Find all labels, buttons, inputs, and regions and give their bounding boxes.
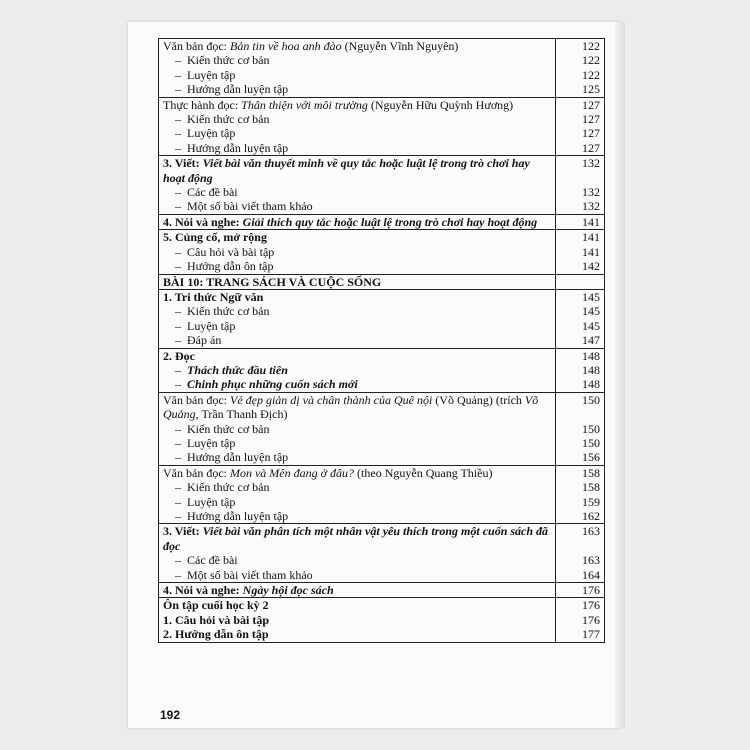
toc-page-number: 163 xyxy=(556,524,605,553)
toc-item xyxy=(159,259,605,274)
toc-section xyxy=(159,214,605,229)
toc-item-page-number: 132 xyxy=(556,185,605,199)
toc-page-number: 158 xyxy=(556,465,605,480)
toc-item-label: Thách thức đầu tiên xyxy=(187,362,288,377)
toc-item-title xyxy=(159,568,556,583)
toc-item-page-number: 148 xyxy=(556,377,605,392)
toc-page-number: 141 xyxy=(556,230,605,245)
toc-item-title xyxy=(159,436,556,450)
toc-item-title xyxy=(159,319,556,333)
toc-item-label: Câu hỏi và bài tập xyxy=(187,244,275,259)
toc-item xyxy=(159,436,605,450)
toc-section-title xyxy=(159,39,556,54)
dash-marker: – xyxy=(175,140,181,155)
toc-item-page-number: 127 xyxy=(556,141,605,156)
toc-title-part: 5. Củng cố, mở rộng xyxy=(163,230,267,245)
toc-title-part: Ôn tập cuối học kỳ 2 xyxy=(163,598,269,613)
dash-marker: – xyxy=(175,509,181,523)
toc-item-title xyxy=(159,613,556,627)
toc-item-page-number: 156 xyxy=(556,450,605,465)
toc-item-title xyxy=(159,259,556,274)
toc-section-title xyxy=(159,465,556,480)
toc-item-label: Đáp án xyxy=(187,333,222,348)
toc-page-number xyxy=(556,274,605,289)
toc-item-page-number: 158 xyxy=(556,480,605,494)
toc-item-title xyxy=(159,53,556,67)
toc-item-page-number: 125 xyxy=(556,82,605,97)
toc-title-part: Bản tin về hoa anh đào xyxy=(229,39,342,53)
toc-section xyxy=(159,583,605,598)
dash-marker: – xyxy=(175,112,181,127)
toc-title-part: Mon và Mên đang ở đâu? xyxy=(229,465,355,480)
toc-section-title xyxy=(159,598,556,613)
toc-item-page-number: 132 xyxy=(556,199,605,214)
toc-section xyxy=(159,392,605,421)
toc-item-title xyxy=(159,422,556,436)
toc-item xyxy=(159,304,605,318)
toc-item xyxy=(159,627,605,642)
toc-item xyxy=(159,141,605,156)
table-of-contents xyxy=(158,38,605,643)
toc-section-title xyxy=(159,348,556,363)
toc-title-part: Vẻ đẹp giản dị và chân thành của Quê nội xyxy=(229,392,433,407)
toc-item xyxy=(159,568,605,583)
toc-section xyxy=(159,598,605,613)
toc-item-page-number: 141 xyxy=(556,245,605,259)
toc-item-page-number: 164 xyxy=(556,568,605,583)
dash-marker: – xyxy=(175,333,181,348)
dash-marker: – xyxy=(175,53,181,68)
toc-item-page-number: 142 xyxy=(556,259,605,274)
toc-page-number: 176 xyxy=(556,583,605,598)
toc-section xyxy=(159,230,605,245)
toc-item-page-number: 122 xyxy=(556,53,605,67)
toc-item-title xyxy=(159,199,556,214)
toc-section-title xyxy=(159,156,556,185)
toc-title-part: 1. Tri thức Ngữ văn xyxy=(163,289,264,304)
toc-item-page-number: 150 xyxy=(556,436,605,450)
toc-title-part: Thực hành đọc: xyxy=(163,97,242,112)
toc-item-title xyxy=(159,112,556,126)
toc-item xyxy=(159,422,605,436)
dash-marker: – xyxy=(175,362,181,377)
toc-item-title xyxy=(159,245,556,259)
toc-item-page-number: 127 xyxy=(556,126,605,140)
dash-marker: – xyxy=(175,435,181,450)
toc-item xyxy=(159,112,605,126)
toc-page-number: 122 xyxy=(556,39,605,54)
dash-marker: – xyxy=(175,304,181,319)
toc-item-page-number: 176 xyxy=(556,613,605,627)
toc-title-part: Văn bản đọc: xyxy=(163,465,230,480)
toc-item-title xyxy=(159,553,556,567)
toc-title-part: 4. Nói và nghe: xyxy=(163,583,243,598)
toc-title-part: Văn bản đọc: xyxy=(163,392,230,407)
toc-item-label: Một số bài viết tham khảo xyxy=(187,199,313,214)
dash-marker: – xyxy=(175,567,181,582)
toc-title-part: 4. Nói và nghe: xyxy=(163,214,243,229)
toc-item-label: Kiến thức cơ bản xyxy=(187,421,270,436)
toc-item-title xyxy=(159,82,556,97)
toc-item xyxy=(159,450,605,465)
toc-page-number: 145 xyxy=(556,289,605,304)
toc-item-title xyxy=(159,68,556,82)
toc-title-part: (Nguyễn Vĩnh Nguyên) xyxy=(341,39,459,53)
toc-section xyxy=(159,524,605,553)
toc-item-label: Chinh phục những cuốn sách mới xyxy=(187,377,358,392)
dash-marker: – xyxy=(175,494,181,509)
toc-item-label: Các đề bài xyxy=(187,185,238,200)
toc-item-page-number: 162 xyxy=(556,509,605,524)
toc-section-title xyxy=(159,524,556,553)
toc-item-title xyxy=(159,304,556,318)
toc-item-label: Luyện tập xyxy=(187,435,236,450)
toc-item-page-number: 147 xyxy=(556,333,605,348)
toc-section xyxy=(159,274,605,289)
toc-item xyxy=(159,199,605,214)
toc-item xyxy=(159,245,605,259)
toc-item xyxy=(159,509,605,524)
dash-marker: – xyxy=(175,553,181,568)
toc-title-part: Ngày hội đọc sách xyxy=(242,583,334,598)
toc-item xyxy=(159,53,605,67)
toc-section-title xyxy=(159,392,556,421)
toc-item-label: Hướng dẫn luyện tập xyxy=(187,140,289,155)
toc-item-page-number: 159 xyxy=(556,495,605,509)
toc-item-title xyxy=(159,495,556,509)
toc-page-number: 132 xyxy=(556,156,605,185)
toc-item-label: Hướng dẫn luyện tập xyxy=(187,509,289,523)
toc-item-label: Kiến thức cơ bản xyxy=(187,112,270,127)
toc-item-label: 1. Câu hỏi và bài tập xyxy=(163,612,270,627)
toc-item-label: Một số bài viết tham khảo xyxy=(187,567,313,582)
toc-section xyxy=(159,97,605,112)
dash-marker: – xyxy=(175,450,181,465)
toc-title-part: Viết bài văn phân tích một nhân vật yêu thích trong một cuốn sách đã đọc xyxy=(163,524,549,553)
toc-title-part: (Võ Quảng) (trích xyxy=(432,392,525,407)
toc-item xyxy=(159,319,605,333)
toc-title-part: Văn bản đọc: xyxy=(163,39,230,53)
toc-section-title xyxy=(159,583,556,598)
toc-page-number: 127 xyxy=(556,97,605,112)
toc-item xyxy=(159,363,605,377)
dash-marker: – xyxy=(175,244,181,259)
toc-section xyxy=(159,348,605,363)
toc-title-part: (theo Nguyễn Quang Thiều) xyxy=(354,465,493,480)
dash-marker: – xyxy=(175,199,181,214)
toc-page-number: 150 xyxy=(556,392,605,421)
toc-page-number: 141 xyxy=(556,214,605,229)
toc-page-number: 148 xyxy=(556,348,605,363)
toc-title-part: (Nguyễn Hữu Quỳnh Hương) xyxy=(367,97,514,112)
toc-item-title xyxy=(159,363,556,377)
page-number: 192 xyxy=(160,708,181,722)
toc-section xyxy=(159,39,605,54)
toc-section-title xyxy=(159,214,556,229)
toc-section-title xyxy=(159,230,556,245)
toc-item xyxy=(159,613,605,627)
toc-title-part: 3. Viết: xyxy=(163,524,203,539)
toc-item-label: Kiến thức cơ bản xyxy=(187,53,270,68)
toc-title-part: Thân thiện với môi trường xyxy=(241,97,368,112)
toc-item-label: Hướng dẫn luyện tập xyxy=(187,450,289,465)
toc-item-label: 2. Hướng dẫn ôn tập xyxy=(163,627,269,642)
dash-marker: – xyxy=(175,480,181,495)
toc-item-title xyxy=(159,377,556,392)
dash-marker: – xyxy=(175,126,181,141)
toc-item-page-number: 163 xyxy=(556,553,605,567)
toc-item-page-number: 177 xyxy=(556,627,605,642)
toc-section-title xyxy=(159,289,556,304)
toc-item-label: Hướng dẫn luyện tập xyxy=(187,82,289,97)
toc-item-title xyxy=(159,450,556,465)
toc-item-page-number: 127 xyxy=(556,112,605,126)
toc-item-label: Luyện tập xyxy=(187,318,236,333)
toc-item-title xyxy=(159,333,556,348)
toc-item-title xyxy=(159,509,556,524)
toc-title-part: Võ Quảng xyxy=(163,392,539,422)
page-edge xyxy=(615,22,625,728)
toc-item xyxy=(159,68,605,82)
dash-marker: – xyxy=(175,82,181,97)
toc-item xyxy=(159,185,605,199)
toc-page-number: 176 xyxy=(556,598,605,613)
toc-item-title xyxy=(159,185,556,199)
toc-item-label: Hướng dẫn ôn tập xyxy=(187,259,274,274)
toc-item-page-number: 145 xyxy=(556,319,605,333)
dash-marker: – xyxy=(175,259,181,274)
toc-item-page-number: 145 xyxy=(556,304,605,318)
toc-item xyxy=(159,480,605,494)
toc-title-part: 3. Viết: xyxy=(163,156,203,171)
toc-section xyxy=(159,465,605,480)
toc-item-title xyxy=(159,480,556,494)
dash-marker: – xyxy=(175,318,181,333)
toc-item-label: Luyện tập xyxy=(187,67,236,82)
toc-item-title xyxy=(159,126,556,140)
toc-title-part: , Trần Thanh Địch) xyxy=(195,407,288,422)
toc-item-title xyxy=(159,141,556,156)
toc-title-part: Viết bài văn thuyết minh về quy tắc hoặc luật lệ trong trò chơi hay hoạt động xyxy=(163,156,530,185)
toc-item-page-number: 150 xyxy=(556,422,605,436)
dash-marker: – xyxy=(175,421,181,436)
toc-title-part: BÀI 10: TRANG SÁCH VÀ CUỘC SỐNG xyxy=(163,274,382,289)
toc-item-label: Luyện tập xyxy=(187,494,236,509)
toc-title-part: 2. Đọc xyxy=(163,348,195,363)
toc-item xyxy=(159,553,605,567)
dash-marker: – xyxy=(175,377,181,392)
toc-item-title xyxy=(159,627,556,642)
toc-section-title xyxy=(159,97,556,112)
dash-marker: – xyxy=(175,67,181,82)
toc-item xyxy=(159,126,605,140)
toc-section xyxy=(159,156,605,185)
toc-item xyxy=(159,377,605,392)
toc-section xyxy=(159,289,605,304)
toc-item xyxy=(159,82,605,97)
toc-item-label: Luyện tập xyxy=(187,126,236,141)
toc-item-label: Kiến thức cơ bản xyxy=(187,480,270,495)
toc-item-label: Các đề bài xyxy=(187,553,238,568)
toc-section-title xyxy=(159,274,556,289)
dash-marker: – xyxy=(175,185,181,200)
toc-item-page-number: 148 xyxy=(556,363,605,377)
toc-item-page-number: 122 xyxy=(556,68,605,82)
toc-item xyxy=(159,495,605,509)
toc-item-label: Kiến thức cơ bản xyxy=(187,304,270,319)
toc-title-part: Giải thích quy tắc hoặc luật lệ trong trò chơi hay hoạt động xyxy=(242,214,538,229)
toc-item xyxy=(159,333,605,348)
